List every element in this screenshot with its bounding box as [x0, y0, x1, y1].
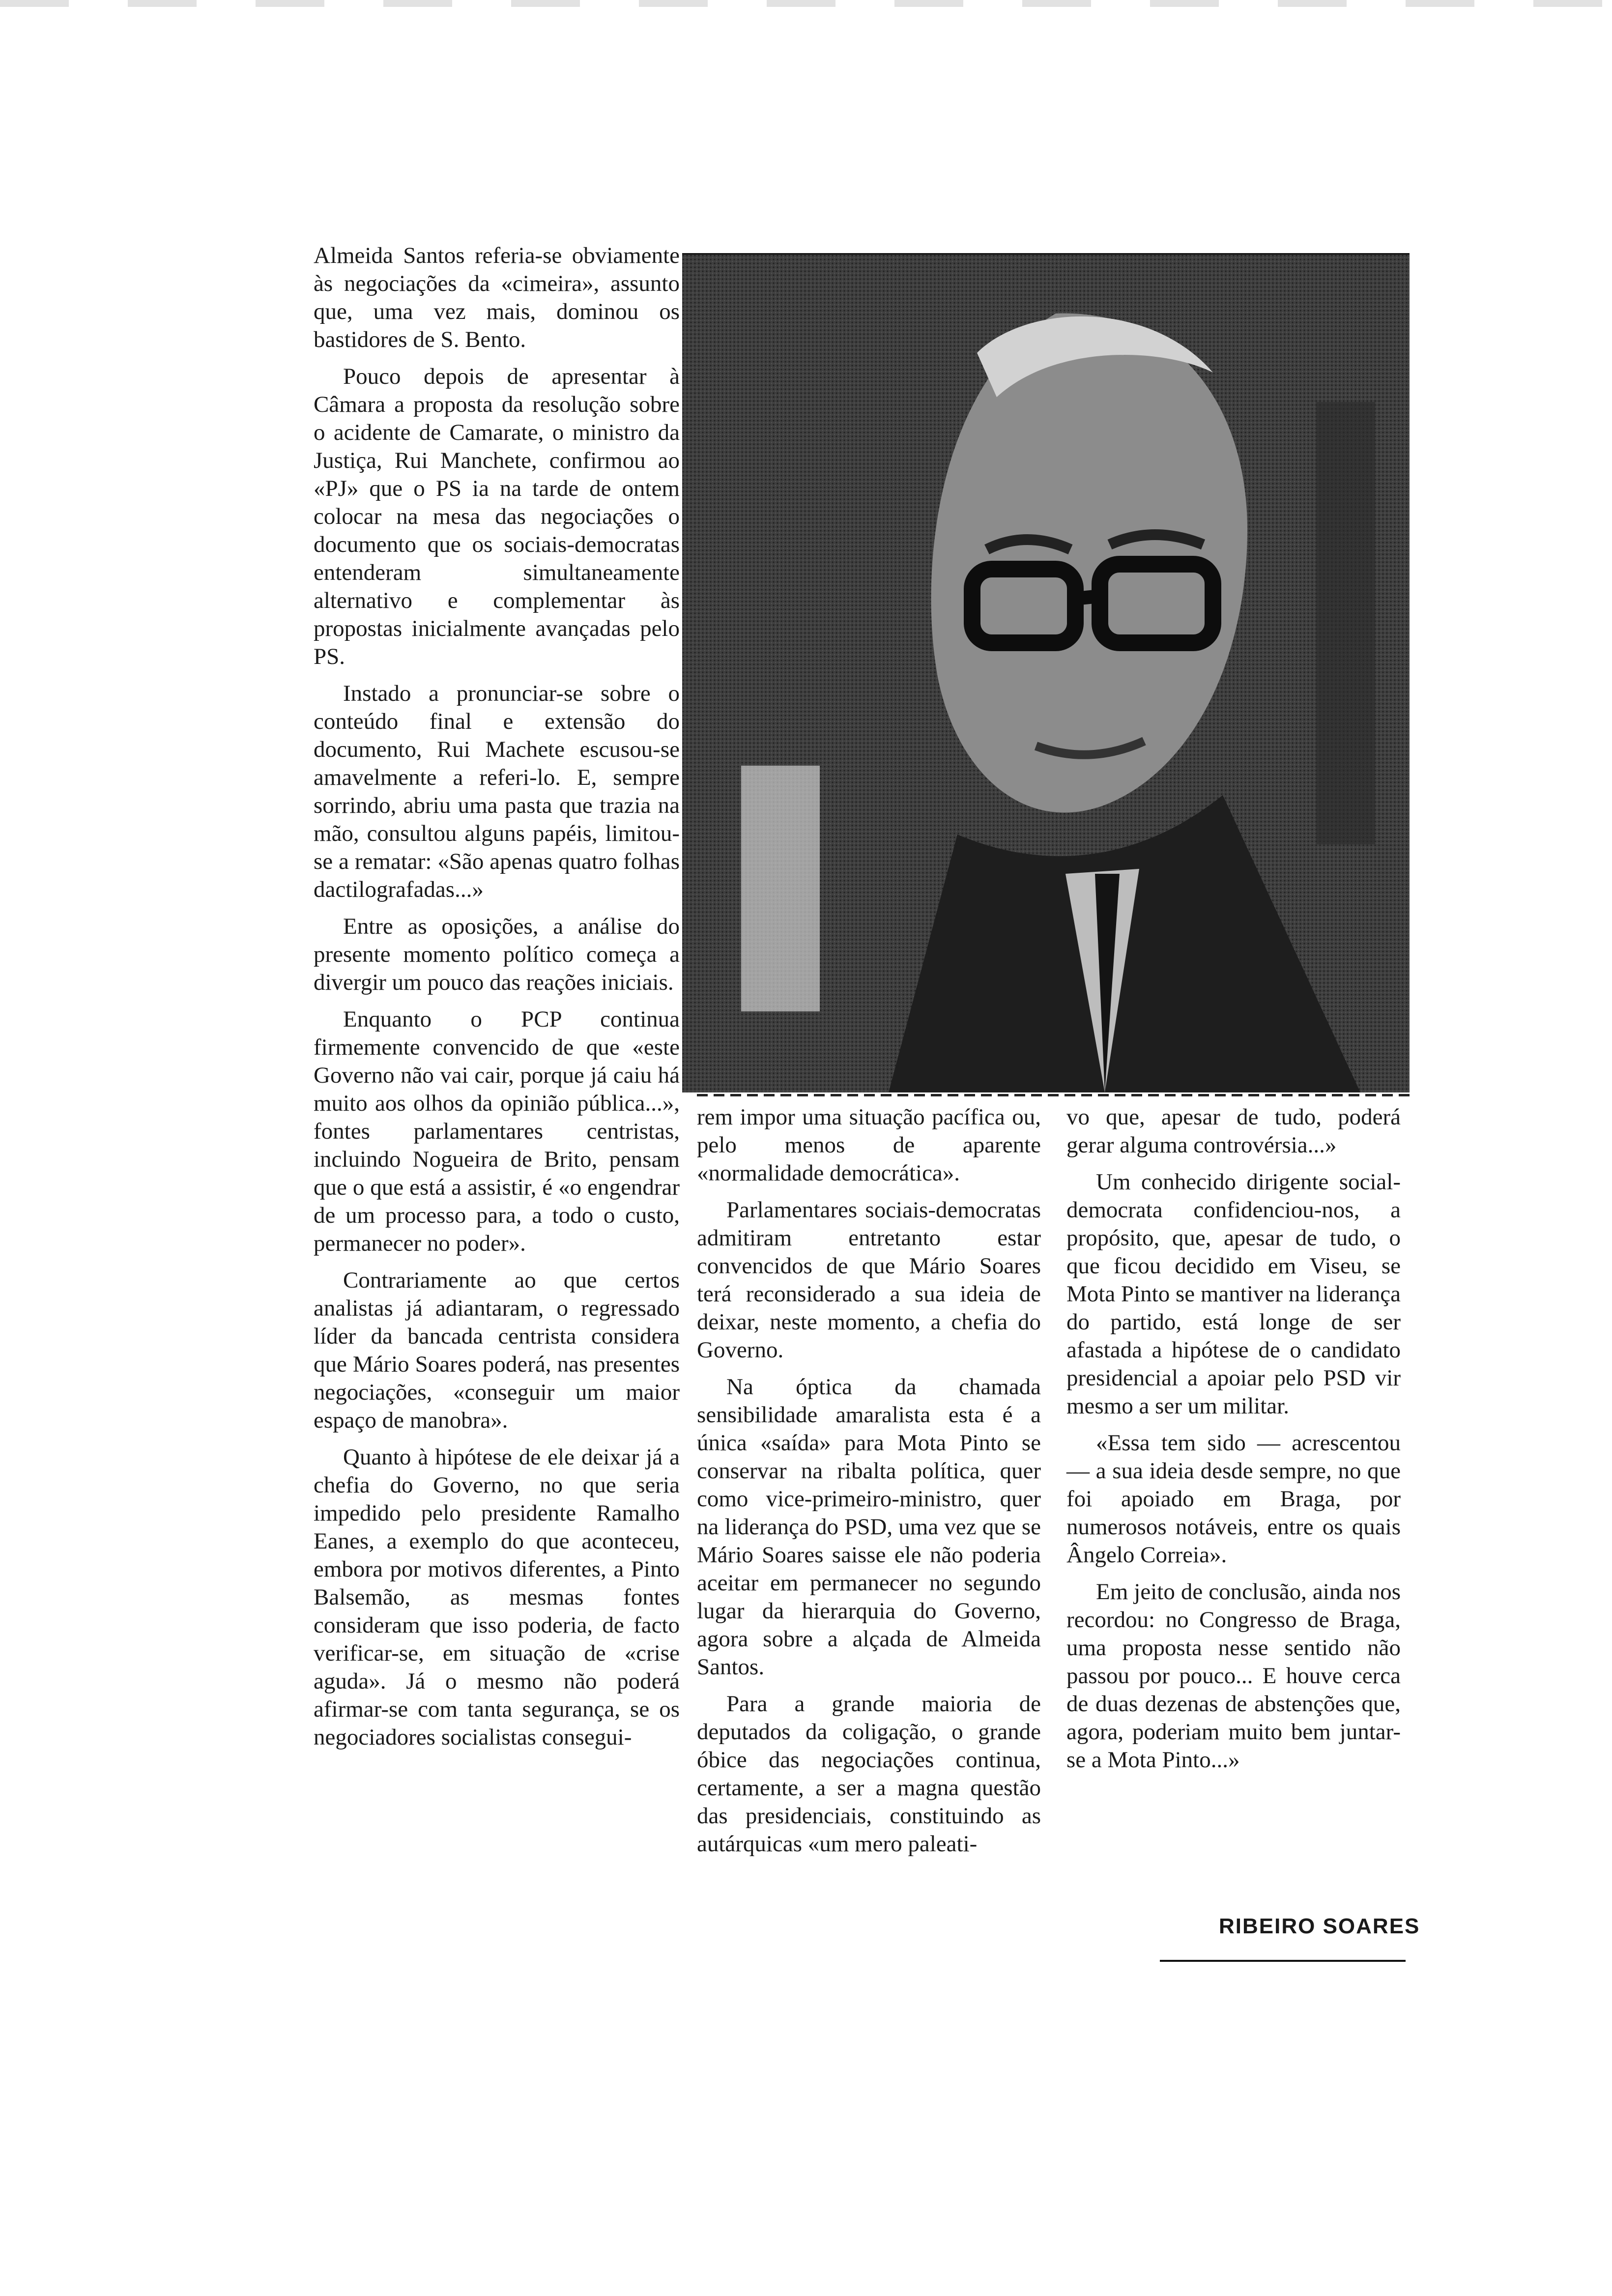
photo-caption-rule: [697, 1094, 1410, 1096]
paragraph: Parlamentares sociais-democratas admitiram entretanto estar convencidos de que Mário Soares terá reconsiderado a sua ideia de deixar, neste momento, a chefia do Governo.: [697, 1197, 1041, 1363]
paragraph: Entre as oposições, a análise do presente momento político começa a divergir um pouco das reações iniciais.: [314, 914, 680, 995]
paragraph: Um conhecido dirigente social-democrata confidenciou-nos, a propósito, que, apesar de tudo, o que ficou decidido em Viseu, se Mota Pinto se mantiver na liderança do partido, está longe de ser afastada a hipótese de o candidato presidencial a apoiar pelo PSD vir mesmo a ser um militar.: [1066, 1169, 1401, 1419]
paragraph: Enquanto o PCP continua firmemente convencido de que «este Governo não vai cair, porque já caiu há muito aos olhos da opinião pública...», fontes parlamentares centristas, incluindo Nogueira de Brito, pensam que o que está a assistir, é «o engendrar de um processo para, a todo o custo, permanecer no poder».: [314, 1006, 680, 1256]
paragraph: Contrariamente ao que certos analistas já adiantaram, o regressado líder da bancada centrista considera que Mário Soares poderá, nas presentes negociações, «conseguir um maior espaço de manobra».: [314, 1267, 680, 1433]
article-column-3: [1066, 1103, 1401, 1774]
portrait-photo: [682, 253, 1410, 1092]
paragraph: Pouco depois de apresentar à Câmara a proposta da resolução sobre o acidente de Camarate, o ministro da Justiça, Rui Manchete, confirmou ao «PJ» que o PS ia na tarde de ontem colocar na mesa das negociações o documento que os sociais-democratas entenderam simultaneamente alternativo e complementar às propostas inicialmente avançadas pelo PS.: [314, 364, 680, 669]
paragraph: Instado a pronunciar-se sobre o conteúdo final e extensão do documento, Rui Machete escusou-se amavelmente a referi-lo. E, sempre sorrindo, abriu uma pasta que trazia na mão, consultou alguns papéis, limitou-se a rematar: «São apenas quatro folhas dactilografadas...»: [314, 681, 680, 902]
paragraph: Para a grande maioria de deputados da coligação, o grande óbice das negociações continua, certamente, a ser a magna questão das presidenciais, constituindo as autárquicas «um mero paleati-: [697, 1691, 1041, 1857]
paragraph: Na óptica da chamada sensibilidade amaralista esta é a única «saída» para Mota Pinto se conservar na ribalta política, quer como vice-primeiro-ministro, quer na liderança do PSD, uma vez que se Mário Soares saisse ele não poderia aceitar em permanecer no segundo lugar da hierarquia do Governo, agora sobre a alçada de Almeida Santos.: [697, 1374, 1041, 1680]
paragraph: rem impor uma situação pacífica ou, pelo menos de aparente «normalidade democrática».: [697, 1104, 1041, 1186]
author-byline: RIBEIRO SOARES: [1219, 1914, 1420, 1938]
paragraph: Quanto à hipótese de ele deixar já a chefia do Governo, no que seria impedido pelo presidente Ramalho Eanes, a exemplo do que aconteceu, embora por motivos diferentes, a Pinto Balsemão, as mesmas fontes consideram que isso poderia, de facto verificar-se, em situação de «crise aguda». Já o mesmo não poderá afirmar-se com tanta segurança, se os negociadores socialistas consegui-: [314, 1444, 680, 1750]
paragraph: Em jeito de conclusão, ainda nos recordou: no Congresso de Braga, uma proposta nesse sentido não passou por pouco... E houve cerca de duas dezenas de abstenções que, agora, poderiam muito bem juntar-se a Mota Pinto...»: [1066, 1579, 1401, 1773]
paragraph: vo que, apesar de tudo, poderá gerar alguma controvérsia...»: [1066, 1104, 1401, 1158]
article-column-1: [314, 242, 680, 1751]
article-column-2: [697, 1103, 1041, 1858]
paragraph: «Essa tem sido — acrescentou — a sua ideia desde sempre, no que foi apoiado em Braga, por numerosos notáveis, entre os quais Ângelo Correia».: [1066, 1430, 1401, 1568]
article-end-rule: [1160, 1960, 1406, 1962]
paragraph: Almeida Santos referia-se obviamente às negociações da «cimeira», assunto que, uma vez mais, dominou os bastidores de S. Bento.: [314, 243, 680, 352]
